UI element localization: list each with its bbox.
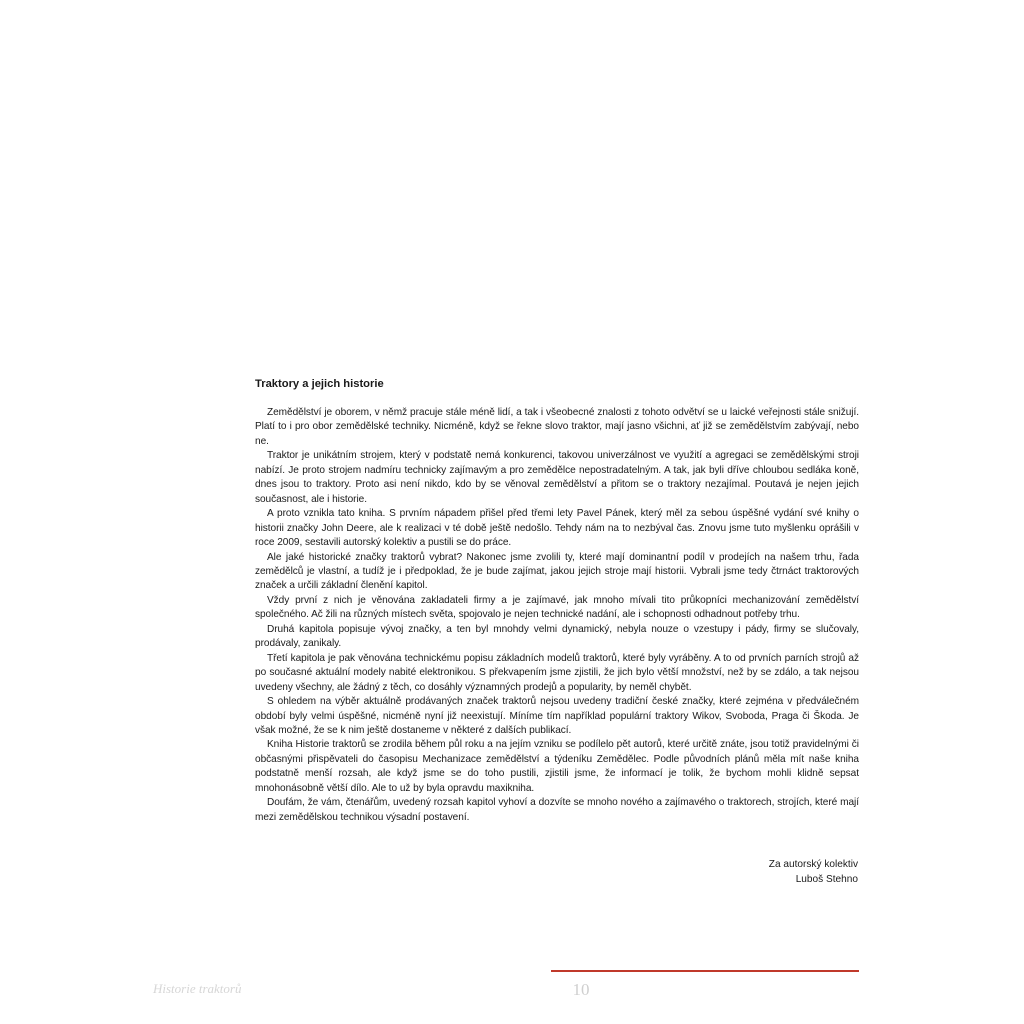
paragraph: Kniha Historie traktorů se zrodila během půl roku a na jejím vzniku se podílelo pět autorů, které určitě znáte, jsou totiž pravidelnými či občasnými přispěvateli do časopisu Mechanizace zemědělství a týdeníku Zemědělec. Podle původních plánů měla mít naše kniha podstatně menší rozsah, ale když jsme se do toho pustili, zjistili jsme, že informací je tolik, že bychom mohli klidně sepsat mnohonásobně větší dílo. Ale to už by byla opravdu maxikniha. bbox=[255, 739, 859, 794]
signature-block bbox=[600, 857, 858, 887]
footer-rule bbox=[551, 970, 859, 972]
paragraph: S ohledem na výběr aktuálně prodávaných značek traktorů nejsou uvedeny tradiční české značky, které zejména v předválečném období byly velmi úspěšné, nicméně nyní již neexistují. Míníme tím například populární traktory Wikov, Svoboda, Praga či Škoda. Je však možné, že se k nim ještě dostaneme v některé z dalších publikací. bbox=[255, 696, 859, 736]
running-title: Historie traktorů bbox=[153, 981, 242, 996]
paragraph: Ale jaké historické značky traktorů vybrat? Nakonec jsme zvolili ty, které mají dominantní podíl v prodejích na našem trhu, řada zemědělců je vlastní, a tudíž je i předpoklad, že je bude zajímat, jakou jejich stroje mají historii. Vybrali jsme tedy čtrnáct traktorových značek a určili základní členění kapitol. bbox=[255, 551, 859, 592]
article bbox=[255, 376, 859, 825]
signature-line: Za autorský kolektiv bbox=[768, 859, 858, 870]
paragraph: Traktor je unikátním strojem, který v podstatě nemá konkurenci, takovou univerzálnost ve využití a agregaci se zemědělskými stroji nabízí. Je proto strojem nadmíru technicky zajímavým a pro zemědělce nepostradatelným. A tak, jak byli dříve chloubou sedláka koně, dnes jsou to traktory. Proto asi není nikdo, kdo by se věnoval zemědělství a přitom se o traktory nezajímal. Poutavá je nejen jejich současnost, ale i historie. bbox=[255, 450, 859, 505]
article-body bbox=[255, 406, 859, 825]
signature-author: Luboš Stehno bbox=[795, 874, 858, 885]
paragraph: Druhá kapitola popisuje vývoj značky, a ten byl mnohdy velmi dynamický, nebyla nouze o vzestupy i pády, firmy se slučovaly, prodávaly, zanikaly. bbox=[255, 623, 859, 650]
paragraph: Třetí kapitola je pak věnována technickému popisu základních modelů traktorů, které byly vyráběny. A to od prvních parních strojů až po současné aktuální modely nabité elektronikou. S překvapením jsme zjistili, že jich bylo větší množství, než by se zdálo, a tak nejsou uvedeny všechny, ale žádný z těch, co dosáhly významných prodejů a popularity, by neměl chybět. bbox=[255, 652, 859, 693]
paragraph: Doufám, že vám, čtenářům, uvedený rozsah kapitol vyhoví a dozvíte se mnoho nového a zajímavého o traktorech, strojích, které mají mezi zemědělskou technikou výsadní postavení. bbox=[255, 797, 859, 823]
paragraph: Vždy první z nich je věnována zakladateli firmy a je zajímavé, jak mnoho mívali tito průkopníci mechanizování zemědělství společného. Ač žili na různých místech světa, spojovalo je nejen technické nadání, ale i schopnosti odhadnout potřeby trhu. bbox=[255, 594, 859, 621]
paragraph: A proto vznikla tato kniha. S prvním nápadem přišel před třemi lety Pavel Pánek, který měl za sebou úspěšné vydání své knihy o historii značky John Deere, ale k realizaci v té době ještě nedošlo. Tehdy nám na to nezbýval čas. Znovu jsme tuto myšlenku oprášili v roce 2009, sestavili autorský kolektiv a pustili se do práce. bbox=[255, 508, 859, 549]
paragraph: Zemědělství je oborem, v němž pracuje stále méně lidí, a tak i všeobecné znalosti z tohoto odvětví se u laické veřejnosti stále snižují. Platí to i pro obor zemědělské techniky. Nicméně, když se řekne slovo traktor, mají jasno všichni, ať již se zemědělstvím zabývají, nebo ne. bbox=[255, 407, 859, 447]
article-title: Traktory a jejich historie bbox=[255, 378, 384, 390]
page-number: 10 bbox=[572, 980, 590, 999]
